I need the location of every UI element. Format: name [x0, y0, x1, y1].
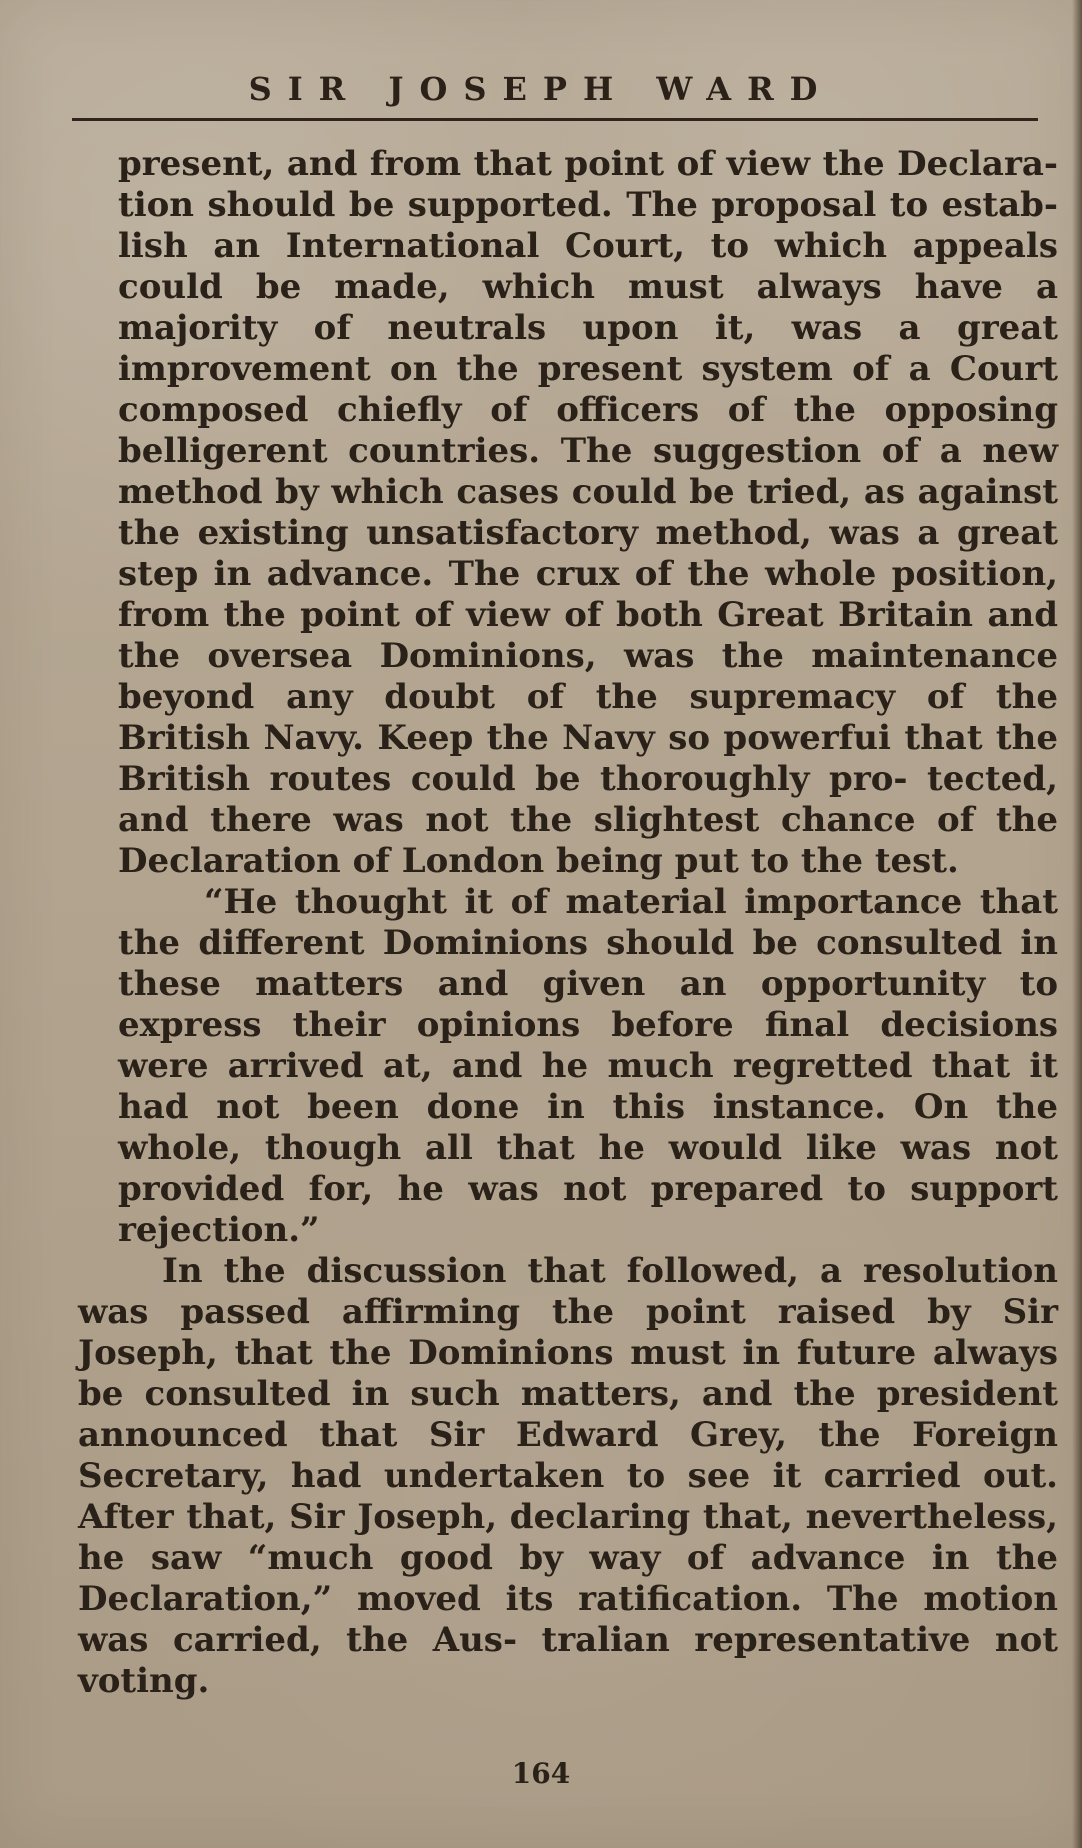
- narrative-paragraph: In the discussion that followed, a resolution was passed affirming the point raised by Sir Joseph, that the Dominions must in future always be consulted in such matters, and the president announced that Sir Edward Grey, the Foreign Secretary, had undertaken to see it carried out. After that, Sir Joseph, declaring that, nevertheless, he saw “much good by way of advance in the Declaration,” moved its ratification. The motion was carried, the Aus- tralian representative not voting.: [78, 1251, 1058, 1701]
- paragraph-continuation: present, and from that point of view the Declara- tion should be supported. The proposal to estab- lish an International Court, to which appeals could be made, which must always have a majority of neutrals upon it, was a great improvement on the present system of a Court composed chiefly of officers of the opposing belligerent countries. The suggestion of a new method by which cases could be tried, as against the existing unsatisfactory method, was a great step in advance. The crux of the whole position, from the point of view of both Great Britain and the oversea Dominions, was the maintenance beyond any doubt of the supremacy of the British Navy. Keep the Navy so powerfui that the British routes could be thoroughly pro- tected, and there was not the slightest chance of the Declaration of London being put to the test.: [118, 144, 1058, 881]
- quoted-paragraph: “He thought it of material importance that the different Dominions should be consulted in these matters and given an opportunity to express their opinions before final decisions were arrived at, and he much regretted that it had not been done in this instance. On the whole, though all that he would like was not provided for, he was not prepared to support rejection.”: [118, 882, 1058, 1250]
- body-text: [78, 144, 1058, 1702]
- running-header: SIR JOSEPH WARD: [248, 70, 834, 108]
- page-number: 164: [511, 1757, 571, 1790]
- header-divider: [72, 118, 1038, 121]
- page-edge-shadow: [1072, 0, 1082, 1848]
